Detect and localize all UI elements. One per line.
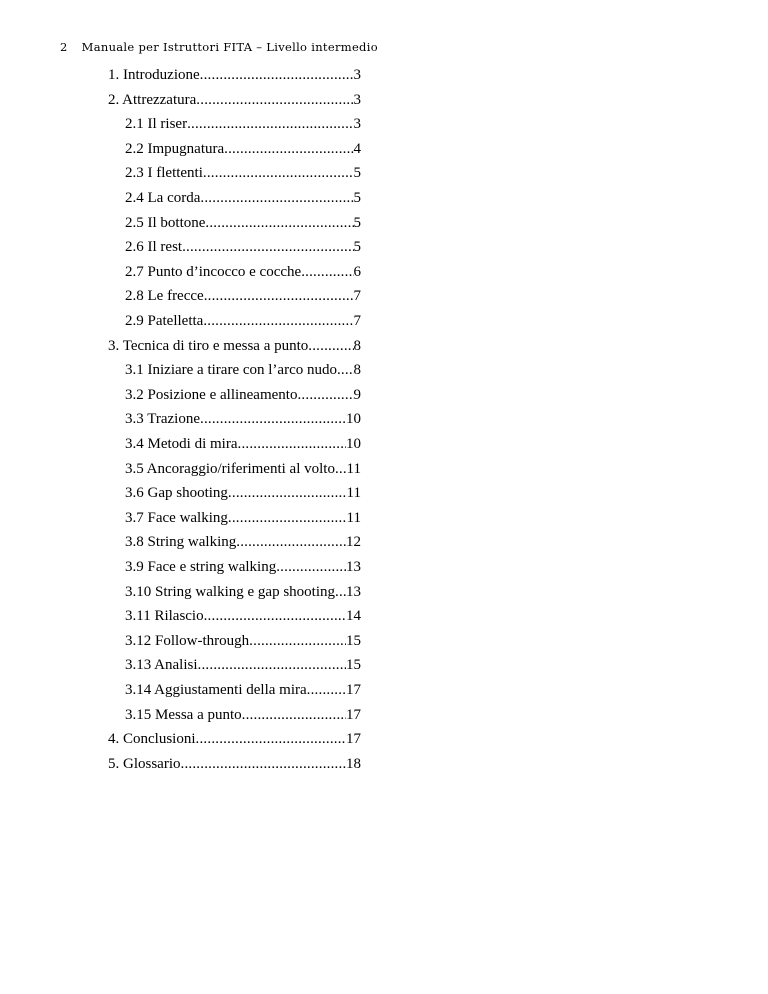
toc-entry[interactable] — [108, 729, 361, 749]
toc-dot-leader — [200, 188, 353, 208]
toc-entry-page: 17 — [346, 682, 361, 698]
toc-entry-page: 9 — [353, 386, 361, 403]
toc-entry-title: 3.9 Face e string walking — [125, 559, 277, 575]
toc-entry-title: 3.3 Trazione — [125, 411, 200, 428]
toc-entry-page: 5 — [353, 165, 361, 182]
toc-entry[interactable] — [125, 483, 361, 503]
toc-entry-title: 5. Glossario — [108, 755, 181, 772]
toc-entry-title: 3.12 Follow-through — [125, 632, 250, 649]
toc-entry[interactable] — [125, 532, 361, 552]
toc-entry[interactable] — [125, 705, 361, 725]
toc-entry-title: 2.6 Il rest — [125, 239, 183, 256]
toc-dot-leader — [249, 631, 346, 651]
toc-entry-page: 4 — [353, 140, 361, 157]
toc-entry-page: 3 — [353, 116, 361, 133]
toc-entry-title: 2.2 Impugnatura — [125, 140, 225, 157]
toc-entry[interactable] — [125, 508, 361, 528]
toc-entry[interactable] — [125, 262, 361, 282]
toc-dot-leader — [307, 680, 346, 700]
toc-entry-page: 10 — [346, 411, 361, 428]
running-header — [60, 40, 378, 54]
toc-dot-leader — [200, 65, 354, 85]
toc-entry-page: 7 — [353, 313, 361, 329]
toc-entry-title: 2.3 I flettenti — [125, 165, 203, 182]
toc-entry-page: 6 — [353, 263, 361, 280]
toc-dot-leader — [224, 139, 353, 159]
toc-entry-title: 3.5 Ancoraggio/riferimenti al volto — [125, 460, 335, 477]
toc-entry[interactable] — [125, 286, 361, 306]
toc-entry-page: 5 — [353, 214, 361, 231]
toc-entry-page: 10 — [346, 436, 361, 452]
toc-dot-leader — [308, 336, 353, 356]
toc-entry[interactable] — [125, 188, 361, 208]
toc-entry-page: 12 — [346, 534, 361, 551]
toc-dot-leader — [228, 483, 347, 503]
toc-entry[interactable] — [108, 90, 361, 110]
toc-entry-page: 18 — [346, 755, 361, 772]
toc-entry-page: 15 — [346, 657, 361, 674]
page-number: 2 — [60, 40, 68, 54]
toc-dot-leader — [242, 705, 346, 725]
toc-dot-leader — [204, 606, 346, 626]
toc-entry-title: 3. Tecnica di tiro e messa a punto — [108, 337, 309, 354]
toc-entry-page: 5 — [353, 190, 361, 206]
toc-entry-title: 2.5 Il bottone — [125, 214, 206, 231]
toc-entry[interactable] — [125, 631, 361, 651]
toc-entry[interactable] — [125, 606, 361, 626]
toc-dot-leader — [200, 409, 346, 429]
toc-entry-title: 2.9 Patelletta — [125, 313, 204, 329]
toc-entry[interactable] — [125, 680, 361, 700]
toc-entry-page: 3 — [353, 91, 361, 108]
toc-dot-leader — [196, 729, 346, 749]
toc-dot-leader — [238, 434, 347, 454]
toc-entry-page: 8 — [353, 337, 361, 354]
toc-entry-title: 2.7 Punto d’incocco e cocche — [125, 263, 302, 280]
toc-entry-page: 11 — [346, 460, 361, 477]
toc-entry-title: 3.4 Metodi di mira — [125, 436, 238, 452]
toc-dot-leader — [335, 459, 347, 479]
toc-entry-page: 17 — [346, 731, 361, 748]
toc-entry-page: 11 — [346, 485, 361, 502]
toc-entry-title: 3.13 Analisi — [125, 657, 198, 674]
toc-entry-title: 3.6 Gap shooting — [125, 485, 228, 502]
toc-entry-page: 8 — [353, 362, 361, 379]
toc-entry-title: 3.11 Rilascio — [125, 608, 204, 625]
toc-dot-leader — [196, 90, 353, 110]
toc-entry[interactable] — [108, 65, 361, 85]
toc-entry[interactable] — [125, 311, 361, 331]
toc-dot-leader — [182, 237, 353, 257]
toc-entry-title: 4. Conclusioni — [108, 731, 196, 748]
toc-entry[interactable] — [125, 582, 361, 602]
toc-entry-title: 2. Attrezzatura — [108, 91, 197, 108]
toc-entry-page: 14 — [346, 608, 361, 625]
toc-entry[interactable] — [125, 557, 361, 577]
toc-entry[interactable] — [125, 139, 361, 159]
toc-entry-page: 15 — [346, 632, 361, 649]
toc-entry-title: 3.7 Face walking — [125, 509, 228, 526]
toc-dot-leader — [204, 286, 354, 306]
document-title: Manuale per Istruttori FITA – Livello intermedio — [81, 40, 378, 54]
toc-entry-title: 3.8 String walking — [125, 534, 237, 551]
toc-entry[interactable] — [125, 163, 361, 183]
toc-dot-leader — [228, 508, 347, 528]
toc-entry[interactable] — [125, 360, 361, 380]
toc-entry[interactable] — [125, 409, 361, 429]
toc-entry-title: 1. Introduzione — [108, 67, 200, 83]
toc-entry-page: 11 — [346, 509, 361, 526]
toc-entry[interactable] — [125, 237, 361, 257]
toc-dot-leader — [198, 655, 346, 675]
toc-entry-title: 3.1 Iniziare a tirare con l’arco nudo — [125, 362, 337, 379]
toc-entry[interactable] — [125, 459, 361, 479]
toc-entry[interactable] — [125, 434, 361, 454]
toc-dot-leader — [187, 114, 353, 134]
toc-entry[interactable] — [108, 754, 361, 774]
toc-dot-leader — [297, 385, 353, 405]
toc-entry-page: 17 — [346, 706, 361, 723]
toc-entry[interactable] — [108, 336, 361, 356]
toc-entry-page: 3 — [353, 67, 361, 83]
toc-dot-leader — [205, 213, 353, 233]
toc-entry-page: 13 — [346, 559, 361, 575]
toc-dot-leader — [236, 532, 346, 552]
toc-entry-title: 2.1 Il riser — [125, 116, 188, 133]
toc-entry-title: 2.4 La corda — [125, 190, 201, 206]
toc-entry-title: 3.14 Aggiustamenti della mira — [125, 682, 307, 698]
toc-entry-title: 3.10 String walking e gap shooting — [125, 583, 335, 600]
toc-dot-leader — [301, 262, 353, 282]
toc-entry[interactable] — [125, 114, 361, 134]
toc-entry-page: 7 — [353, 288, 361, 305]
toc-entry-title: 3.15 Messa a punto — [125, 706, 242, 723]
toc-dot-leader — [337, 360, 354, 380]
toc-dot-leader — [203, 311, 353, 331]
toc-dot-leader — [335, 582, 346, 602]
toc-dot-leader — [203, 163, 354, 183]
toc-entry-page: 13 — [346, 583, 361, 600]
toc-dot-leader — [181, 754, 347, 774]
toc-entry[interactable] — [125, 655, 361, 675]
toc-entry-title: 2.8 Le frecce — [125, 288, 204, 305]
toc-entry-page: 5 — [353, 239, 361, 256]
toc-entry[interactable] — [125, 385, 361, 405]
toc-entry-title: 3.2 Posizione e allineamento — [125, 386, 298, 403]
toc-dot-leader — [276, 557, 346, 577]
toc-entry[interactable] — [125, 213, 361, 233]
